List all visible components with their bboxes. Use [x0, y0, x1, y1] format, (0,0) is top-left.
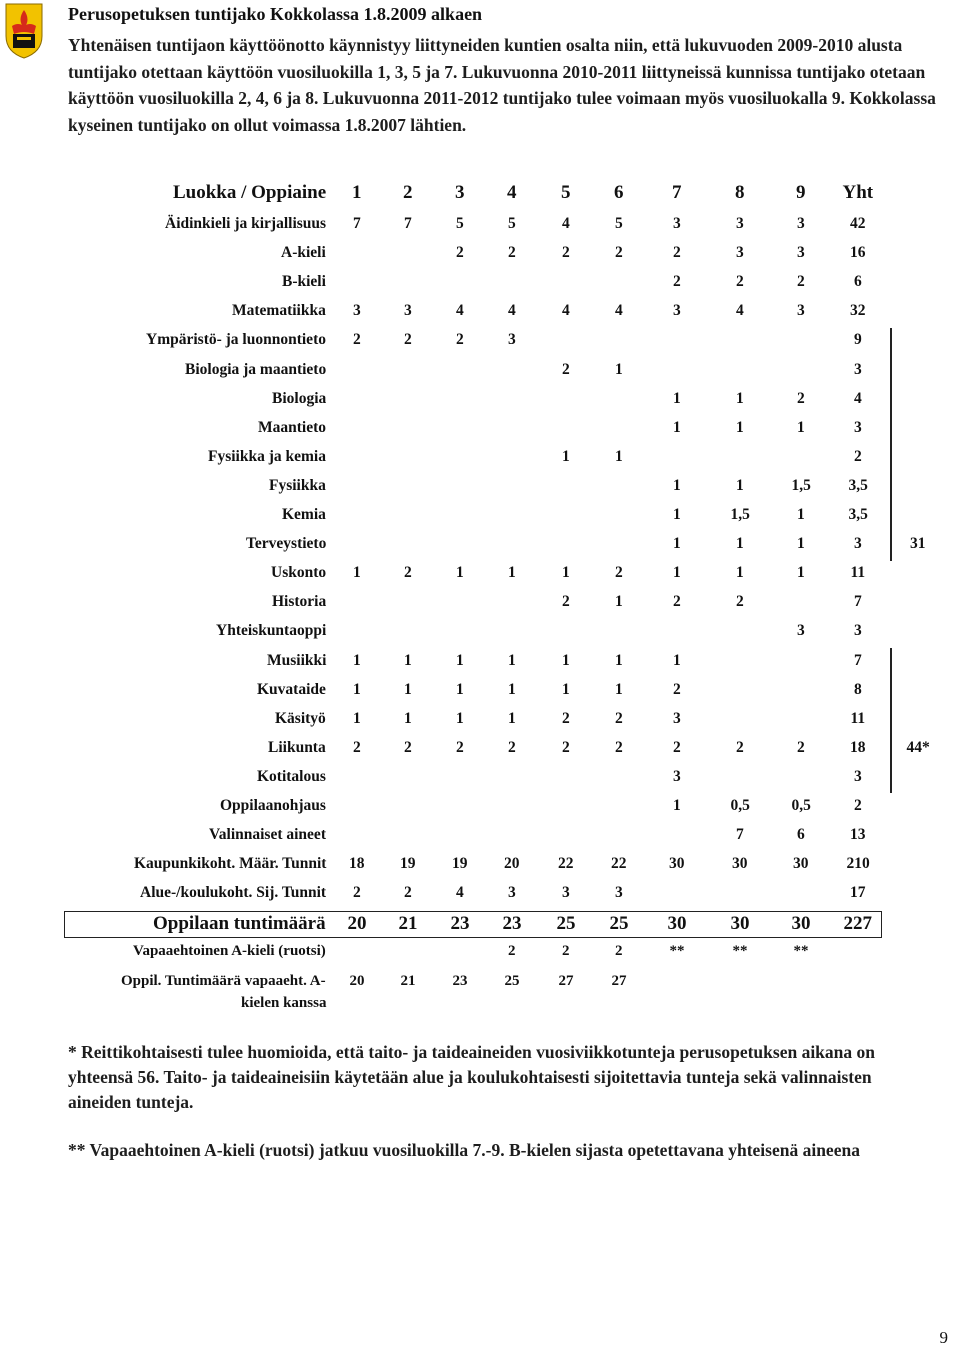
row-label: Matematiikka: [232, 302, 326, 320]
row-cell: 2: [797, 738, 805, 756]
header-col-2: 2: [403, 182, 413, 203]
extra-row-cell: 23: [452, 973, 468, 989]
row-cell: 3: [673, 302, 681, 320]
row-cell: 1: [456, 564, 464, 582]
row-cell: 2: [673, 273, 681, 291]
header-col-yht: Yht: [842, 182, 874, 203]
row-cell: 1: [673, 506, 681, 523]
row-cell: 3: [854, 418, 862, 436]
row-cell: 4: [736, 302, 744, 320]
total-row-cell: 30: [791, 913, 811, 934]
extra-row-label-line1: Oppil. Tuntimäärä vapaaeht. A-: [121, 973, 326, 989]
row-cell: 4: [615, 302, 623, 320]
row-cell: 7: [353, 215, 361, 232]
header-col-8: 8: [735, 182, 745, 203]
row-label: Biologia ja maantieto: [185, 360, 327, 378]
row-cell: 1: [797, 564, 805, 582]
row-cell: 1: [615, 593, 623, 611]
extra-row-cell: 2: [562, 943, 570, 959]
row-cell: 1: [673, 418, 681, 436]
row-label: Käsityö: [275, 709, 326, 727]
row-cell: 2: [562, 593, 570, 611]
row-cell: 3: [673, 215, 681, 232]
row-cell: 5: [456, 215, 464, 232]
row-cell: 2: [404, 564, 412, 582]
header-col-5: 5: [561, 182, 571, 203]
total-row-cell: 30: [730, 913, 750, 934]
row-cell: 1: [615, 651, 623, 669]
row-label: Liikunta: [268, 738, 326, 756]
row-cell: 1: [673, 651, 681, 669]
row-cell: 7: [854, 651, 862, 669]
row-cell: 19: [452, 855, 468, 873]
row-cell: 2: [508, 244, 516, 262]
extra-row-label: Vapaaehtoinen A-kieli (ruotsi): [133, 943, 326, 959]
row-cell: 1: [562, 680, 570, 698]
row-label: Biologia: [272, 389, 327, 407]
row-cell: 3: [353, 302, 361, 320]
row-label: Valinnaiset aineet: [209, 826, 326, 844]
row-cell: 1,5: [730, 506, 750, 523]
row-cell: 1: [508, 564, 516, 582]
row-cell: 1: [353, 564, 361, 582]
extra-row-cell: **: [793, 943, 809, 959]
row-label: Kemia: [282, 506, 326, 523]
row-cell: 1: [736, 389, 744, 407]
row-label: Historia: [272, 593, 327, 611]
row-label: Fysiikka: [269, 476, 326, 494]
total-row-cell: 25: [609, 913, 629, 934]
row-label: Ympäristö- ja luonnontieto: [146, 331, 326, 349]
total-row-cell: 23: [450, 913, 470, 934]
row-cell: 2: [353, 738, 361, 756]
footnote-2: ** Vapaaehtoinen A-kieli (ruotsi) jatkuu vuosiluokilla 7.-9. B-kielen sijasta opetettavana yhteisenä aineena: [68, 1140, 860, 1160]
row-cell: 7: [404, 215, 412, 232]
row-cell: 0,5: [730, 797, 750, 814]
extra-row-cell: 27: [611, 973, 627, 989]
row-cell: 1: [797, 535, 805, 553]
total-row-cell: 25: [556, 913, 576, 934]
row-cell: 2: [736, 593, 744, 611]
row-cell: 3: [797, 244, 805, 262]
row-cell: 1: [508, 680, 516, 698]
row-cell: 3: [673, 767, 681, 785]
header-col-3: 3: [455, 182, 465, 203]
row-label: A-kieli: [281, 244, 326, 262]
row-cell: 1: [562, 651, 570, 669]
row-cell: 8: [854, 680, 862, 698]
row-cell: 1: [456, 680, 464, 698]
row-cell: 20: [504, 855, 520, 873]
row-cell: 17: [850, 884, 866, 902]
extra-row-cell: **: [669, 943, 685, 959]
row-label: Alue-/koulukoht. Sij. Tunnit: [140, 884, 327, 902]
row-cell: 2: [404, 331, 412, 349]
row-cell: 2: [456, 331, 464, 349]
row-cell: 4: [508, 302, 516, 320]
extra-row-cell: **: [732, 943, 748, 959]
row-cell: 32: [850, 302, 866, 320]
row-cell: 7: [854, 593, 862, 611]
row-cell: 1: [736, 476, 744, 494]
row-label: Kaupunkikoht. Määr. Tunnit: [134, 855, 327, 873]
total-row-cell: 20: [347, 913, 367, 934]
row-cell: 2: [456, 738, 464, 756]
row-cell: 30: [732, 855, 748, 873]
row-cell: 1: [562, 564, 570, 582]
row-cell: 9: [854, 331, 862, 349]
row-label: Terveystieto: [246, 535, 327, 553]
side-total-31: 31: [910, 535, 926, 553]
row-cell: 1: [404, 651, 412, 669]
row-cell: 2: [736, 738, 744, 756]
row-cell: 1: [673, 797, 681, 814]
row-cell: 1: [456, 651, 464, 669]
row-cell: 2: [562, 360, 570, 378]
row-cell: 1: [353, 680, 361, 698]
extra-row-cell: 27: [558, 973, 574, 989]
row-label: Äidinkieli ja kirjallisuus: [165, 215, 327, 232]
row-label: Fysiikka ja kemia: [208, 447, 326, 465]
row-cell: 2: [404, 884, 412, 902]
row-cell: 2: [404, 738, 412, 756]
bracket-line-1: [890, 328, 892, 561]
row-cell: 1: [615, 447, 623, 465]
row-cell: 2: [615, 244, 623, 262]
row-label: Oppilaanohjaus: [220, 797, 326, 814]
row-label: Maantieto: [258, 418, 327, 436]
row-cell: 30: [793, 855, 809, 873]
row-cell: 1: [673, 535, 681, 553]
total-row-cell: 227: [843, 913, 872, 934]
row-cell: 3: [562, 884, 570, 902]
row-cell: 6: [797, 826, 805, 844]
row-cell: 2: [353, 331, 361, 349]
extra-row-label-line2: kielen kanssa: [241, 995, 327, 1011]
row-cell: 3: [854, 360, 862, 378]
row-cell: 2: [673, 680, 681, 698]
row-cell: 2: [854, 447, 862, 465]
row-cell: 1: [736, 535, 744, 553]
row-cell: 1: [615, 680, 623, 698]
row-cell: 3: [736, 215, 744, 232]
row-cell: 3: [673, 709, 681, 727]
row-cell: 2: [736, 273, 744, 291]
total-row-label: Oppilaan tuntimäärä: [153, 913, 326, 934]
header-col-1: 1: [352, 182, 362, 203]
row-cell: 2: [562, 738, 570, 756]
side-total-44: 44*: [906, 738, 930, 756]
row-cell: 4: [456, 302, 464, 320]
row-cell: 2: [854, 797, 862, 814]
row-cell: 1: [404, 680, 412, 698]
row-cell: 1: [353, 709, 361, 727]
row-cell: 22: [558, 855, 574, 873]
row-cell: 1: [736, 418, 744, 436]
row-cell: 3: [854, 767, 862, 785]
row-cell: 3: [854, 535, 862, 553]
row-cell: 1: [673, 389, 681, 407]
header-label: Luokka / Oppiaine: [173, 182, 327, 203]
row-cell: 2: [508, 738, 516, 756]
row-cell: 2: [673, 738, 681, 756]
row-cell: 210: [846, 855, 870, 873]
bracket-line-2: [890, 648, 892, 793]
row-label: Musiikki: [267, 651, 327, 669]
row-cell: 3: [797, 215, 805, 232]
row-cell: 2: [562, 244, 570, 262]
row-cell: 1: [673, 564, 681, 582]
row-cell: 1: [673, 476, 681, 494]
header-col-9: 9: [796, 182, 806, 203]
row-cell: 1: [615, 360, 623, 378]
row-cell: 4: [562, 215, 570, 232]
page-number: 9: [939, 1328, 948, 1347]
row-label: Kuvataide: [257, 680, 326, 698]
row-cell: 1: [562, 447, 570, 465]
row-cell: 3,5: [848, 476, 868, 494]
row-cell: 2: [797, 389, 805, 407]
row-cell: 42: [850, 215, 866, 232]
row-cell: 2: [673, 593, 681, 611]
total-row-cell: 30: [667, 913, 687, 934]
total-row-cell: 23: [502, 913, 522, 934]
row-cell: 2: [673, 244, 681, 262]
row-cell: 2: [456, 244, 464, 262]
row-cell: 3: [615, 884, 623, 902]
row-cell: 18: [850, 738, 866, 756]
extra-row-cell: 21: [400, 973, 416, 989]
row-cell: 7: [736, 826, 744, 844]
row-cell: 5: [615, 215, 623, 232]
coat-of-arms-logo: [4, 2, 44, 60]
row-cell: 3: [736, 244, 744, 262]
row-cell: 1: [353, 651, 361, 669]
row-cell: 1: [797, 418, 805, 436]
header-col-6: 6: [614, 182, 624, 203]
row-cell: 16: [850, 244, 866, 262]
row-cell: 2: [615, 738, 623, 756]
row-cell: 1: [736, 564, 744, 582]
row-label: Kotitalous: [257, 767, 326, 785]
extra-row-cell: 2: [615, 943, 623, 959]
row-cell: 3: [854, 622, 862, 640]
extra-row-cell: 20: [349, 973, 365, 989]
row-cell: 3: [797, 302, 805, 320]
total-row-cell: 21: [398, 913, 418, 934]
row-cell: 0,5: [791, 797, 811, 814]
row-cell: 18: [349, 855, 365, 873]
header-col-7: 7: [672, 182, 682, 203]
row-cell: 2: [353, 884, 361, 902]
row-cell: 1: [508, 651, 516, 669]
row-cell: 4: [456, 884, 464, 902]
row-label: Uskonto: [271, 564, 327, 582]
row-cell: 22: [611, 855, 627, 873]
row-cell: 19: [400, 855, 416, 873]
row-cell: 2: [797, 273, 805, 291]
intro-paragraph: Yhtenäisen tuntijaon käyttöönotto käynnistyy liittyneiden kuntien osalta niin, että lukuvuoden 2009-2010 alusta tuntijako otettaan käyttöön vuosiluokilla 1, 3, 5 ja 7. Lukuvuonna 2010-2011 liittyneissä kunnissa tuntijako otetaan käyttöön vuosiluokilla 2, 4, 6 ja 8. Lukuvuonna 2011-2012 tuntijako tulee voimaan myös vuosiluokalla 9. Kokkolassa kyseinen tuntijako on ollut voimassa 1.8.2007 lähtien.: [68, 35, 936, 135]
row-cell: 6: [854, 273, 862, 291]
row-cell: 13: [850, 826, 866, 844]
row-cell: 11: [850, 564, 866, 582]
row-cell: 30: [669, 855, 685, 873]
row-cell: 1: [456, 709, 464, 727]
header-col-4: 4: [507, 182, 517, 203]
row-cell: 5: [508, 215, 516, 232]
row-cell: 4: [562, 302, 570, 320]
extra-row-cell: 2: [508, 943, 516, 959]
page-title: Perusopetuksen tuntijako Kokkolassa 1.8.2009 alkaen: [68, 4, 483, 24]
row-cell: 1: [508, 709, 516, 727]
row-cell: 3: [404, 302, 412, 320]
row-label: Yhteiskuntaoppi: [216, 622, 327, 640]
row-cell: 4: [854, 389, 862, 407]
row-cell: 11: [850, 709, 866, 727]
footnote-1: * Reittikohtaisesti tulee huomioida, että taito- ja taideaineiden vuosiviikkotunteja perusopetuksen aikana on yhteensä 56. Taito- ja taideaineisiin käytetään alue ja koulukohtaisesti sijoitettavia tunteja sekä valinnaisten aineiden tunteja.: [68, 1042, 875, 1112]
row-cell: 3: [797, 622, 805, 640]
row-cell: 3: [508, 884, 516, 902]
row-cell: 1,5: [791, 476, 811, 494]
row-cell: 3: [508, 331, 516, 349]
extra-row-cell: 25: [504, 973, 520, 989]
row-cell: 2: [615, 709, 623, 727]
row-cell: 1: [404, 709, 412, 727]
row-cell: 3,5: [848, 506, 868, 523]
row-cell: 2: [615, 564, 623, 582]
row-label: B-kieli: [282, 273, 326, 291]
row-cell: 1: [797, 506, 805, 523]
row-cell: 2: [562, 709, 570, 727]
